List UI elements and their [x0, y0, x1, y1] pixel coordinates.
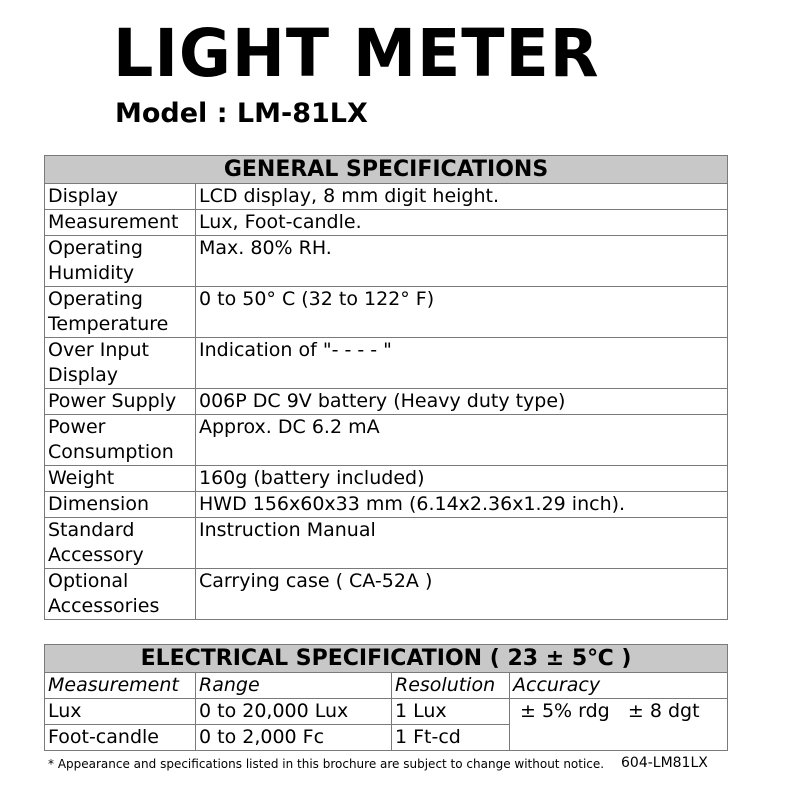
- table-row: [45, 287, 728, 338]
- spec-label-line: Accessory: [48, 544, 144, 566]
- spec-label-line: Display: [48, 364, 119, 386]
- footnote: * Appearance and specifications listed in this brochure are subject to change without notice.: [48, 757, 605, 771]
- spec-value: 160g (battery included): [196, 466, 728, 492]
- spec-label-line: Measurement: [48, 211, 179, 233]
- table-row: [45, 492, 728, 518]
- table-row: [45, 415, 728, 466]
- spec-value: HWD 156x60x33 mm (6.14x2.36x1.29 inch).: [196, 492, 728, 518]
- measurement-cell: Foot-candle: [45, 725, 196, 751]
- spec-label-line: Over Input: [48, 339, 149, 361]
- spec-value: LCD display, 8 mm digit height.: [196, 184, 728, 210]
- spec-label-line: Display: [48, 185, 119, 207]
- spec-label: [45, 389, 196, 415]
- column-header-accuracy: Accuracy: [510, 673, 728, 699]
- table-row: [45, 184, 728, 210]
- model-number: Model : LM-81LX: [115, 98, 368, 129]
- spec-label-line: Weight: [48, 467, 115, 489]
- spec-label: [45, 338, 196, 389]
- measurement-cell: Lux: [45, 699, 196, 725]
- spec-value: Carrying case ( CA-52A ): [196, 569, 728, 620]
- general-specifications-table: [44, 155, 728, 620]
- spec-label: [45, 184, 196, 210]
- spec-value: 0 to 50° C (32 to 122° F): [196, 287, 728, 338]
- spec-value: Approx. DC 6.2 mA: [196, 415, 728, 466]
- table-row: [45, 236, 728, 287]
- spec-value: Instruction Manual: [196, 518, 728, 569]
- table-row: [45, 210, 728, 236]
- spec-label-line: Temperature: [48, 313, 169, 335]
- spec-label-line: Accessories: [48, 595, 160, 617]
- document-title: LIGHT METER: [113, 15, 600, 92]
- table-row: [45, 466, 728, 492]
- spec-value: Lux, Foot-candle.: [196, 210, 728, 236]
- column-header-resolution: Resolution: [392, 673, 510, 699]
- range-cell: 0 to 2,000 Fc: [196, 725, 392, 751]
- spec-label: [45, 569, 196, 620]
- table-row: [45, 518, 728, 569]
- column-header-measurement: Measurement: [45, 673, 196, 699]
- electrical-specification-table: [44, 644, 728, 751]
- spec-label-line: Standard: [48, 519, 135, 541]
- spec-label: [45, 518, 196, 569]
- spec-label-line: Dimension: [48, 493, 149, 515]
- table-row: [45, 338, 728, 389]
- column-header-range: Range: [196, 673, 392, 699]
- spec-label-line: Power Supply: [48, 390, 177, 412]
- table-row: [45, 389, 728, 415]
- spec-label-line: Humidity: [48, 262, 135, 284]
- spec-value: 006P DC 9V battery (Heavy duty type): [196, 389, 728, 415]
- spec-label-line: Consumption: [48, 441, 174, 463]
- spec-label-line: Operating: [48, 237, 143, 259]
- spec-label: [45, 492, 196, 518]
- range-cell: 0 to 20,000 Lux: [196, 699, 392, 725]
- spec-label: [45, 287, 196, 338]
- accuracy-cell: ± 5% rdg ± 8 dgt: [510, 699, 728, 751]
- spec-label: [45, 210, 196, 236]
- electrical-specification-heading: ELECTRICAL SPECIFICATION ( 23 ± 5℃ ): [45, 645, 728, 673]
- resolution-cell: 1 Ft-cd: [392, 725, 510, 751]
- table-row: [45, 569, 728, 620]
- spec-label: [45, 236, 196, 287]
- resolution-cell: 1 Lux: [392, 699, 510, 725]
- spec-label-line: Power: [48, 416, 106, 438]
- spec-label-line: Operating: [48, 288, 143, 310]
- spec-label: [45, 415, 196, 466]
- table-row: [45, 699, 728, 725]
- spec-label: [45, 466, 196, 492]
- general-specifications-heading: GENERAL SPECIFICATIONS: [45, 156, 728, 184]
- document-code: 604-LM81LX: [621, 755, 708, 771]
- spec-value: Max. 80% RH.: [196, 236, 728, 287]
- spec-value: Indication of "- - - - ": [196, 338, 728, 389]
- spec-label-line: Optional: [48, 570, 129, 592]
